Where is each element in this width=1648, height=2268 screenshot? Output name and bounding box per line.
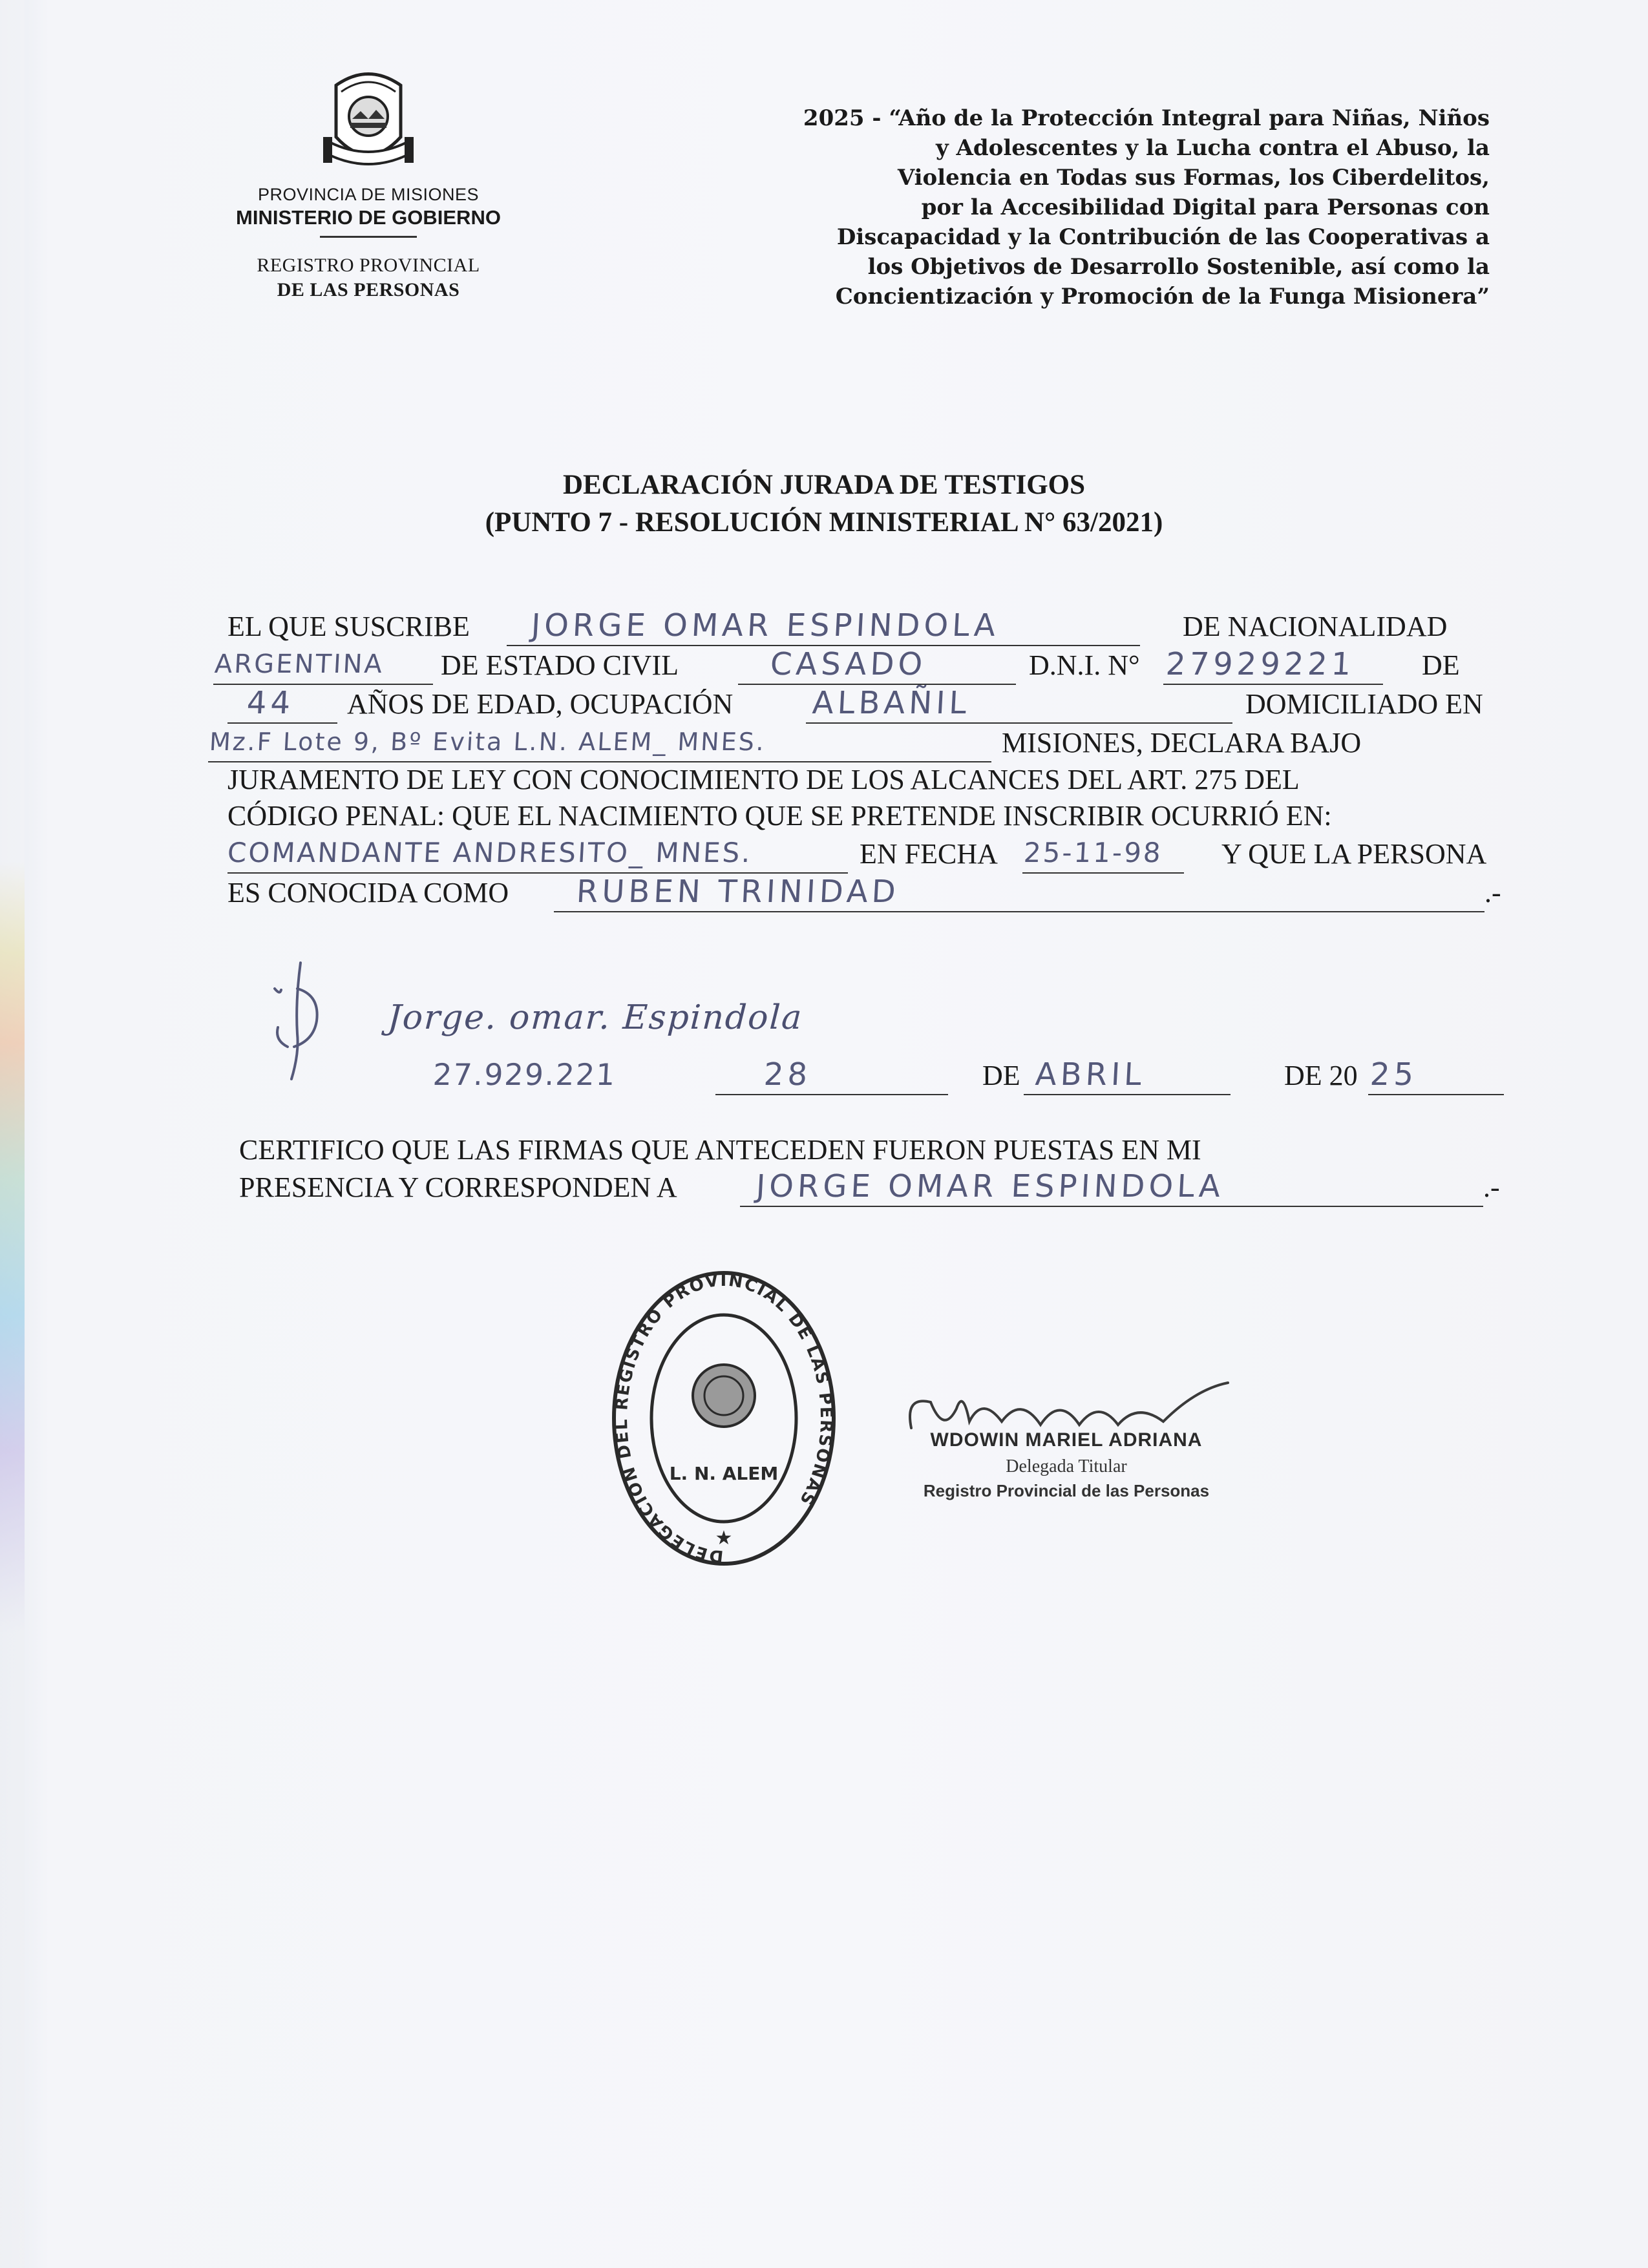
known-as-handwritten: RUBEN TRINIDAD: [575, 874, 901, 910]
occupation-handwritten: ALBAÑIL: [811, 685, 971, 721]
title-line1: DECLARACIÓN JURADA DE TESTIGOS: [562, 470, 1085, 500]
form-line-5: [227, 761, 1507, 799]
certification-text-1: CERTIFICO QUE LAS FIRMAS QUE ANTECEDEN FUERON PUESTAS EN MI: [239, 1134, 1201, 1166]
header-divider: [320, 236, 417, 238]
birthplace-handwritten: COMANDANTE ANDRESITO_ MNES.: [226, 837, 753, 868]
certification-dash: .-: [1483, 1171, 1500, 1203]
label-domicile: DOMICILIADO EN: [1245, 688, 1483, 720]
certified-name-handwritten: JORGE OMAR ESPINDOLA: [755, 1168, 1225, 1204]
motto-line: 2025 - “Año de la Protección Integral para Niñas, Niños: [803, 105, 1490, 131]
birthdate-handwritten: 25-11-98: [1022, 837, 1163, 868]
label-dni: D.N.I. N°: [1029, 649, 1140, 681]
seal-ring-text: DELEGACION DEL REGISTRO PROVINCIAL DE LAS PERSONAS: [611, 1270, 836, 1566]
motto-line: por la Accesibilidad Digital para Personas con: [921, 194, 1490, 220]
label-de-month: DE: [982, 1060, 1020, 1091]
motto-line: Concientización y Promoción de la Funga Misionera”: [835, 284, 1490, 310]
year-motto: [650, 103, 1490, 311]
dash-end: .-: [1484, 877, 1501, 908]
registry-label-line1: REGISTRO PROVINCIAL: [257, 255, 480, 276]
seal-star-icon: ★: [715, 1527, 733, 1549]
witness-dni-handwritten: 27.929.221: [432, 1057, 617, 1092]
certification-text-2: PRESENCIA Y CORRESPONDEN A: [239, 1171, 677, 1203]
title-line2: (PUNTO 7 - RESOLUCIÓN MINISTERIAL N° 63/2021): [485, 507, 1163, 538]
official-signature-block: [898, 1389, 1234, 1501]
label-suscribe: EL QUE SUSCRIBE: [227, 611, 470, 642]
address-handwritten: Mz.F Lote 9, Bº Evita L.N. ALEM_ MNES.: [208, 728, 767, 756]
label-nationality: DE NACIONALIDAD: [1183, 611, 1448, 642]
form-line-7: [227, 835, 1507, 874]
label-civil-status: DE ESTADO CIVIL: [441, 649, 679, 681]
day-blank[interactable]: [715, 1056, 948, 1095]
label-declares: MISIONES, DECLARA BAJO: [1002, 727, 1362, 759]
signature-date-line: [227, 1056, 1507, 1095]
nationality-handwritten: ARGENTINA: [213, 649, 385, 679]
form-line-1: [227, 607, 1507, 646]
form-line-6: [227, 797, 1507, 835]
motto-line: Violencia en Todas sus Formas, los Ciberdelitos,: [897, 165, 1490, 191]
motto-line: Discapacidad y la Contribución de las Cooperativas a: [836, 224, 1490, 250]
dni-handwritten: 27929221: [1165, 646, 1356, 682]
label-known-as: ES CONOCIDA COMO: [227, 877, 509, 908]
declarant-name-handwritten: JORGE OMAR ESPINDOLA: [530, 607, 1000, 644]
age-handwritten: 44: [246, 685, 295, 721]
registry-seal-stamp: [607, 1266, 840, 1570]
month-handwritten: ABRIL: [1034, 1056, 1146, 1093]
label-oath: JURAMENTO DE LEY CON CONOCIMIENTO DE LOS ALCANCES DEL ART. 275 DEL: [227, 764, 1300, 795]
form-line-3: [227, 685, 1507, 724]
motto-line: los Objetivos de Desarrollo Sostenible, así como la: [867, 254, 1490, 280]
document-title: [0, 467, 1648, 541]
form-line-8: [227, 874, 1507, 912]
certification-line-2: [239, 1168, 1519, 1207]
label-year: DE 20: [1284, 1060, 1358, 1091]
witness-name-handwritten: Jorge. omar. Espindola: [386, 998, 804, 1037]
official-organization: Registro Provincial de las Personas: [923, 1481, 1210, 1500]
label-person: Y QUE LA PERSONA: [1221, 838, 1487, 870]
official-name: WDOWIN MARIEL ADRIANA: [930, 1429, 1203, 1451]
seal-center-text: L. N. ALEM: [669, 1463, 779, 1484]
scan-color-edge: [0, 0, 25, 2268]
year-handwritten: 25: [1369, 1056, 1419, 1093]
province-crest-icon: [310, 59, 427, 176]
day-handwritten: 28: [763, 1056, 812, 1093]
civil-status-handwritten: CASADO: [769, 646, 927, 682]
form-line-4: [208, 724, 1507, 762]
form-line-2: [213, 646, 1507, 685]
label-penal-code: CÓDIGO PENAL: QUE EL NACIMIENTO QUE SE PRETENDE INSCRIBIR OCURRIÓ EN:: [227, 800, 1332, 832]
label-age-occupation: AÑOS DE EDAD, OCUPACIÓN: [347, 688, 734, 720]
label-de: DE: [1422, 649, 1460, 681]
ministry-header: [155, 59, 582, 301]
ministry-label: MINISTERIO DE GOBIERNO: [236, 206, 501, 229]
registry-label-line2: DE LAS PERSONAS: [277, 279, 460, 300]
province-label: PROVINCIA DE MISIONES: [257, 185, 480, 204]
motto-line: y Adolescentes y la Lucha contra el Abuso, la: [935, 135, 1490, 161]
certification-line-1: [239, 1131, 1519, 1170]
official-role: Delegada Titular: [1006, 1456, 1127, 1476]
label-date: EN FECHA: [860, 838, 998, 870]
